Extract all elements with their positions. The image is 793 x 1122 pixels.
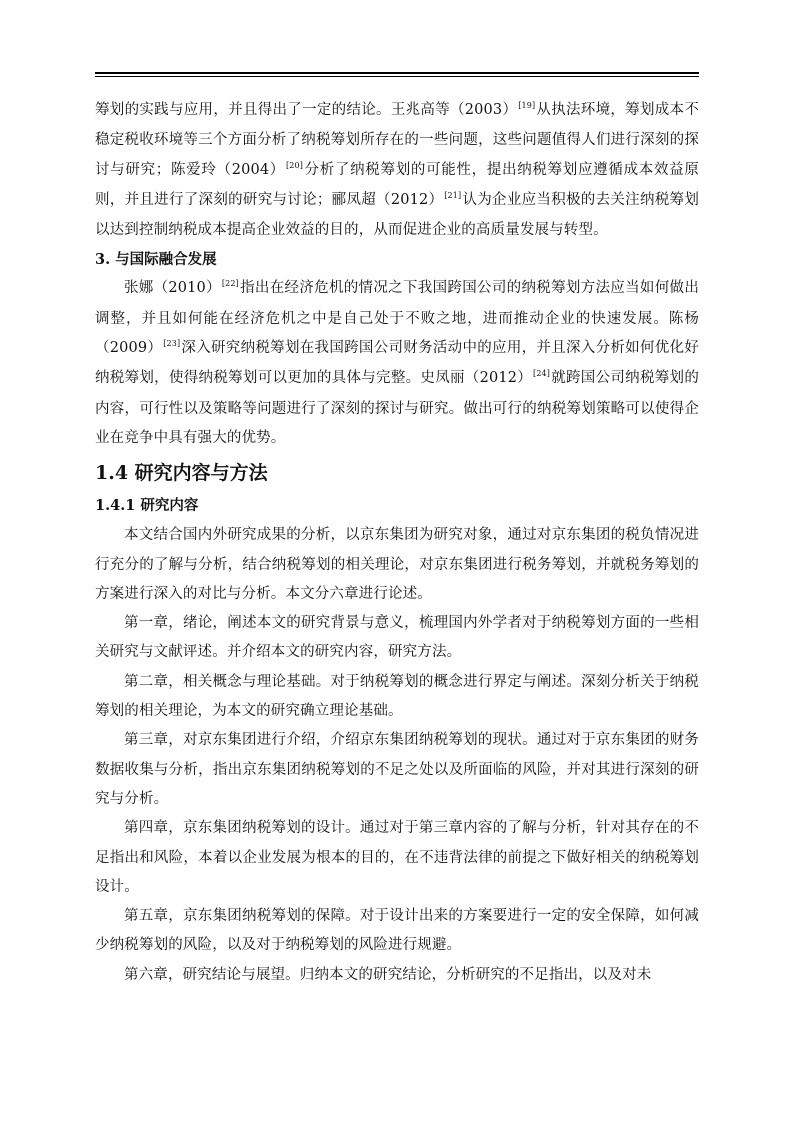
paragraph: 本文结合国内外研究成果的分析，以京东集团为研究对象，通过对京东集团的税负情况进行充分的了解与分析，结合纳税筹划的相关理论，对京东集团进行税务筹划，并就税务筹划的方案进行深入的对比与分析。本文分六章进行论述。 <box>95 527 699 602</box>
text-run: 指出在经济危机的情况之下我国跨国公司的纳税筹划方法应当如何做出调整，并且如何能在经济危机之中是自己处于不败之地，进而推动企业的快速发展。陈杨（2009） <box>95 280 699 357</box>
text-run: 张娜（2010） <box>124 280 221 297</box>
paragraph-international <box>95 274 699 453</box>
text-run: 分析了纳税筹划的可能性，提出纳税筹划应遵循成本效益原则，并且进行了深刻的研究与讨论；郦凤超（2012） <box>95 161 699 208</box>
paragraph: 第六章，研究结论与展望。归纳本文的研究结论，分析研究的不足指出，以及对未 <box>124 966 652 983</box>
document-page <box>95 0 699 1122</box>
text-run: 认为企业应当积极的去关注纳税筹划以达到控制纳税成本提高企业效益的目的，从而促进企业的高质量发展与转型。 <box>95 191 699 239</box>
header-rule-thick <box>95 72 699 74</box>
section-heading: 1.4 研究内容与方法 <box>95 462 268 485</box>
header-rule-thin <box>95 76 699 77</box>
text-run: 筹划的实践与应用，并且得出了一定的结论。王兆高等（2003） <box>95 102 518 118</box>
paragraph: 第二章，相关概念与理论基础。对于纳税筹划的概念进行界定与阐述。深刻分析关于纳税筹划的相关理论，为本文的研究确立理论基础。 <box>95 673 699 720</box>
paragraph: 第一章，绪论，阐述本文的研究背景与意义，梳理国内外学者对于纳税筹划方面的一些相关研究与文献评述。并介绍本文的研究内容，研究方法。 <box>95 615 699 661</box>
subsection-heading: 1.4.1 研究内容 <box>95 497 199 515</box>
paragraph-continued <box>95 96 699 245</box>
text-run: 从执法环境，筹划成本不稳定税收环境等三个方面分析了纳税筹划所存在的一些问题，这些问题值得人们进行深刻的探讨与研究；陈爱玲（2004） <box>95 102 699 178</box>
text-run: 深入研究纳税筹划在我国跨国公司财务活动中的应用，并且深入分析如何优化好纳税筹划，使得纳税筹划可以更加的具体与完整。史凤丽（2012） <box>95 340 699 387</box>
paragraph: 第三章，对京东集团进行介绍，介绍京东集团纳税筹划的现状。通过对于京东集团的财务数据收集与分析，指出京东集团纳税筹划的不足之处以及所面临的风险，并对其进行深刻的研究与分析。 <box>95 732 699 807</box>
text-run: 就跨国公司纳税筹划的内容，可行性以及策略等问题进行了深刻的探讨与研究。做出可行的纳税筹划策略可以使得企业在竞争中具有强大的优势。 <box>95 370 700 446</box>
citation-ref: [22] <box>221 279 239 289</box>
paragraph: 第五章，京东集团纳税筹划的保障。对于设计出来的方案要进行一定的安全保障，如何减少纳税筹划的风险，以及对于纳税筹划的风险进行规避。 <box>95 908 699 954</box>
page-content <box>95 96 699 990</box>
citation-ref: [19] <box>518 101 536 110</box>
paragraph: 第四章，京东集团纳税筹划的设计。通过对于第三章内容的了解与分析，针对其存在的不足指出和风险，本着以企业发展为根本的目的，在不违背法律的前提之下做好相关的纳税筹划设计。 <box>95 820 699 895</box>
citation-ref: [24] <box>533 369 551 379</box>
citation-ref: [21] <box>444 190 462 200</box>
citation-ref: [20] <box>285 160 303 170</box>
citation-ref: [23] <box>163 339 181 349</box>
list-heading-3: 3. 与国际融合发展 <box>95 251 217 269</box>
